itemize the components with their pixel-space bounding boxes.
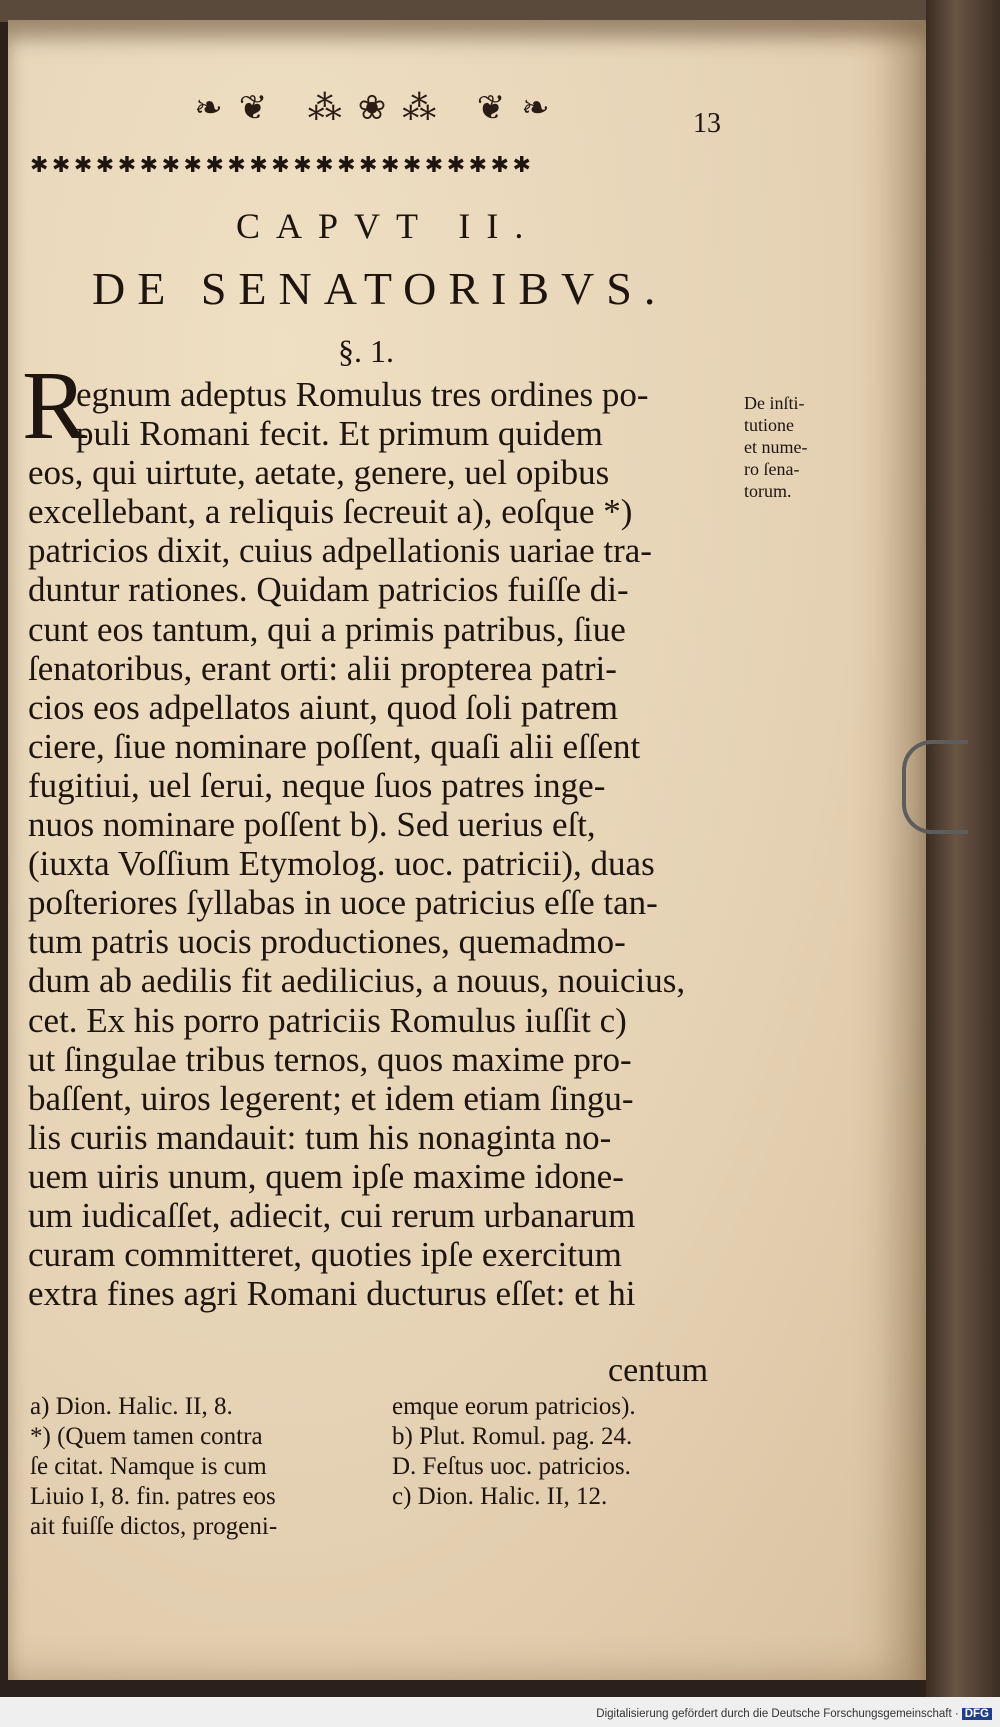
- dfg-logo: DFG: [962, 1708, 992, 1720]
- text-line: baſſent, uiros legerent; et idem etiam ſingu-: [28, 1078, 634, 1118]
- body-text: [28, 375, 734, 1313]
- footnotes-left: [30, 1392, 370, 1542]
- text-line: ut ſingulae tribus ternos, quos maxime pro-: [28, 1039, 632, 1079]
- text-line: lis curiis mandauit: tum his nonaginta no-: [28, 1117, 612, 1157]
- footnote-line: Liuio I, 8. fin. patres eos: [30, 1483, 276, 1510]
- book-spine: [926, 0, 1000, 1727]
- marginal-line: torum.: [744, 481, 792, 501]
- text-line: patricios dixit, cuius adpellationis uariae tra-: [28, 531, 652, 571]
- catchword: centum: [608, 1352, 709, 1389]
- marginal-note: [744, 392, 844, 502]
- text-line: puli Romani fecit. Et primum quidem: [76, 414, 603, 454]
- text-line: tum patris uocis productiones, quemadmo-: [28, 922, 626, 962]
- footnote-line: c) Dion. Halic. II, 12.: [392, 1483, 608, 1510]
- text-line: extra fines agri Romani ducturus eſſet: et hi: [28, 1274, 636, 1314]
- marginal-line: ro ſena-: [744, 459, 800, 479]
- credit-bar: [0, 1697, 1000, 1727]
- page-clip: [902, 740, 968, 834]
- footnote-line: b) Plut. Romul. pag. 24.: [392, 1423, 633, 1450]
- text-line: cios eos adpellatos aiunt, quod ſoli patrem: [28, 687, 619, 727]
- footnote-line: emque eorum patricios).: [392, 1393, 636, 1420]
- book-top-edge: [0, 0, 1000, 22]
- header-ornament: ❧❦ ⁂❀⁂ ❦❧: [194, 90, 566, 127]
- star-rule: ✱✱✱✱✱✱✱✱✱✱✱✱✱✱✱✱✱✱✱✱✱✱✱: [30, 152, 535, 177]
- text-line: uem uiris unum, quem ipſe maxime idone-: [28, 1156, 624, 1196]
- text-line: dum ab aedilis fit aedilicius, a nouus, nouicius,: [28, 961, 686, 1001]
- text-line: ſenatoribus, erant orti: alii propterea patri-: [28, 648, 617, 688]
- text-line: nuos nominare poſſent b). Sed uerius eſt,: [28, 805, 596, 845]
- text-line: excellebant, a reliquis ſecreuit a), eoſque *): [28, 492, 633, 532]
- page-number: 13: [693, 108, 721, 139]
- text-line: poſteriores ſyllabas in uoce patricius eſſe tan-: [28, 883, 658, 923]
- text-line: um iudicaſſet, adiecit, cui rerum urbanarum: [28, 1195, 636, 1235]
- footnotes-right: [392, 1392, 732, 1512]
- text-line: curam committeret, quoties ipſe exercitum: [28, 1235, 622, 1275]
- drop-capital: R: [22, 352, 88, 460]
- funding-credit: [596, 1708, 992, 1720]
- chapter-title: DE SENATORIBVS.: [92, 263, 668, 314]
- footnote-line: D. Feſtus uoc. patricios.: [392, 1453, 631, 1480]
- footnote-line: ſe citat. Namque is cum: [30, 1453, 267, 1480]
- credit-text: Digitalisierung gefördert durch die Deutsche Forschungsgemeinschaft ·: [596, 1708, 959, 1720]
- marginal-line: De inſti-: [744, 393, 805, 413]
- text-line: cunt eos tantum, qui a primis patribus, ſiue: [28, 609, 626, 649]
- marginal-line: tutione: [744, 415, 794, 435]
- text-line: fugitiui, uel ſerui, neque ſuos patres inge-: [28, 765, 606, 805]
- footnote-line: *) (Quem tamen contra: [30, 1423, 263, 1450]
- text-line: ciere, ſiue nominare poſſent, quaſi alii eſſent: [28, 726, 641, 766]
- section-mark: §. 1.: [338, 333, 394, 369]
- text-line: (iuxta Voſſium Etymolog. uoc. patricii), duas: [28, 844, 655, 884]
- marginal-line: et nume-: [744, 437, 808, 457]
- chapter-heading: CAPVT II.: [236, 206, 540, 246]
- text-line: egnum adeptus Romulus tres ordines po-: [76, 375, 649, 414]
- text-line: duntur rationes. Quidam patricios fuiſſe di-: [28, 570, 629, 610]
- footnote-line: ait fuiſſe dictos, progeni-: [30, 1513, 278, 1540]
- text-line: cet. Ex his porro patriciis Romulus iuſſit c): [28, 1000, 627, 1040]
- footnote-line: a) Dion. Halic. II, 8.: [30, 1393, 233, 1420]
- text-line: eos, qui uirtute, aetate, genere, uel opibus: [28, 453, 610, 493]
